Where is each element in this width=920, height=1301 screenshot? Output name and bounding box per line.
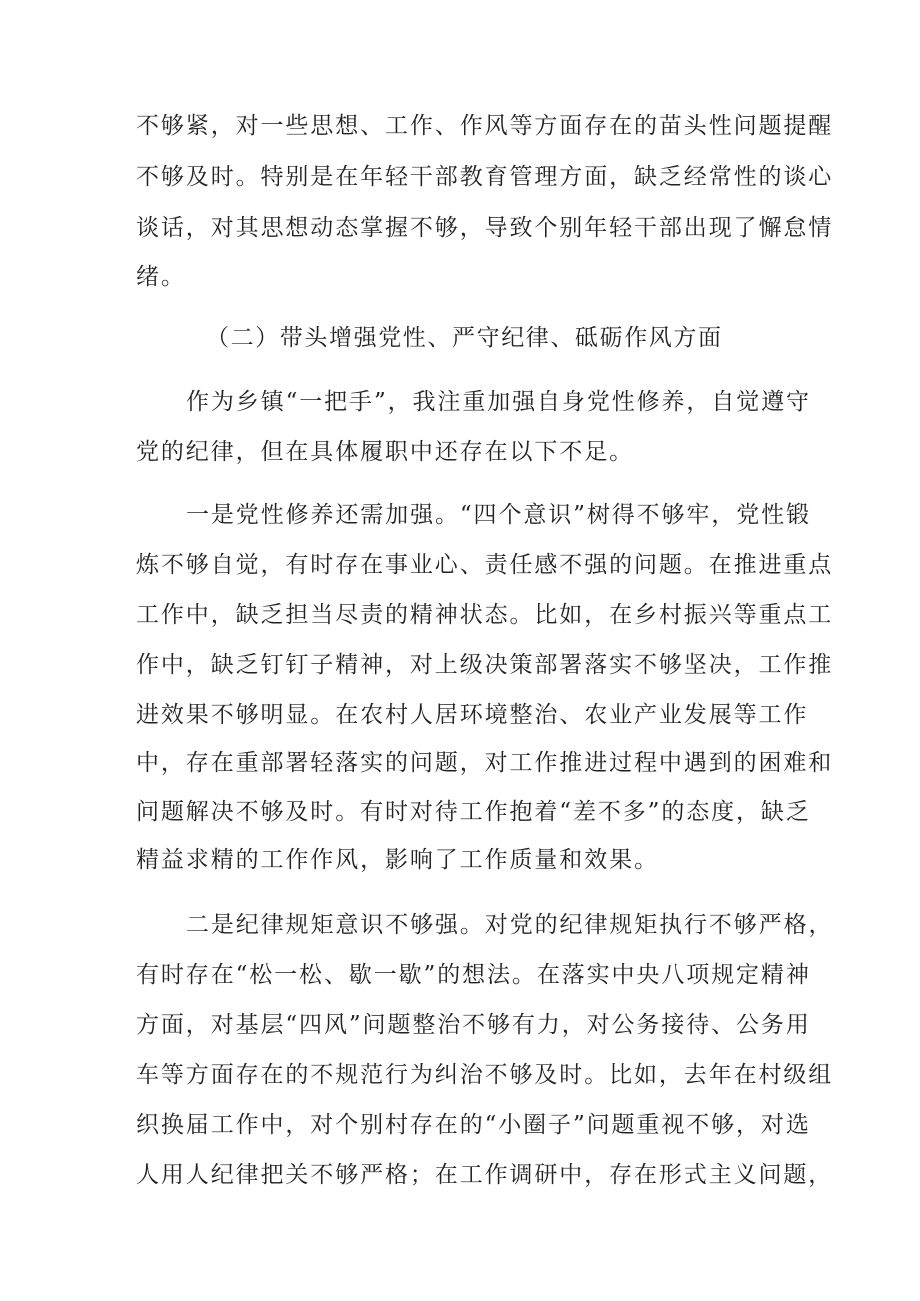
section-heading: （二）带头增强党性、严守纪律、砥砺作风方面 (206, 325, 723, 351)
text-line: 不够及时。特别是在年轻干部教育管理方面，缺乏经常性的谈心 (136, 164, 834, 190)
paragraph-first-line: 二是纪律规矩意识不够强。对党的纪律规矩执行不够严格， (186, 912, 834, 938)
text-line: 炼不够自觉，有时存在事业心、责任感不强的问题。在推进重点 (136, 552, 834, 578)
text-line: 精益求精的工作作风，影响了工作质量和效果。 (136, 847, 659, 873)
text-line: 有时存在“松一松、歇一歇”的想法。在落实中央八项规定精神 (136, 962, 811, 988)
text-line: 作中，缺乏钉钉子精神，对上级决策部署落实不够坚决，工作推 (136, 652, 834, 678)
text-line: 绪。 (136, 264, 186, 290)
text-line: 中，存在重部署轻落实的问题，对工作推进过程中遇到的困难和 (136, 750, 834, 776)
text-line: 人用人纪律把关不够严格；在工作调研中，存在形式主义问题， (136, 1162, 834, 1188)
text-line: 工作中，缺乏担当尽责的精神状态。比如，在乡村振兴等重点工 (136, 602, 834, 628)
paragraph-first-line: 一是党性修养还需加强。“四个意识”树得不够牢，党性锻 (186, 502, 811, 528)
text-line: 谈话，对其思想动态掌握不够，导致个别年轻干部出现了懈怠情 (136, 215, 834, 241)
text-line: 党的纪律，但在具体履职中还存在以下不足。 (136, 439, 634, 465)
text-line: 问题解决不够及时。有时对待工作抱着“差不多”的态度，缺乏 (136, 799, 811, 825)
text-line: 进效果不够明显。在农村人居环境整治、农业产业发展等工作 (136, 702, 809, 728)
text-line: 方面，对基层“四风”问题整治不够有力，对公务接待、公务用 (136, 1012, 811, 1038)
text-line: 车等方面存在的不规范行为纠治不够及时。比如，去年在村级组 (136, 1062, 834, 1088)
paragraph-first-line: 作为乡镇“一把手”，我注重加强自身党性修养，自觉遵守 (186, 389, 811, 415)
text-line: 不够紧，对一些思想、工作、作风等方面存在的苗头性问题提醒 (136, 113, 834, 139)
text-line: 织换届工作中，对个别村存在的“小圈子”问题重视不够，对选 (136, 1112, 811, 1138)
